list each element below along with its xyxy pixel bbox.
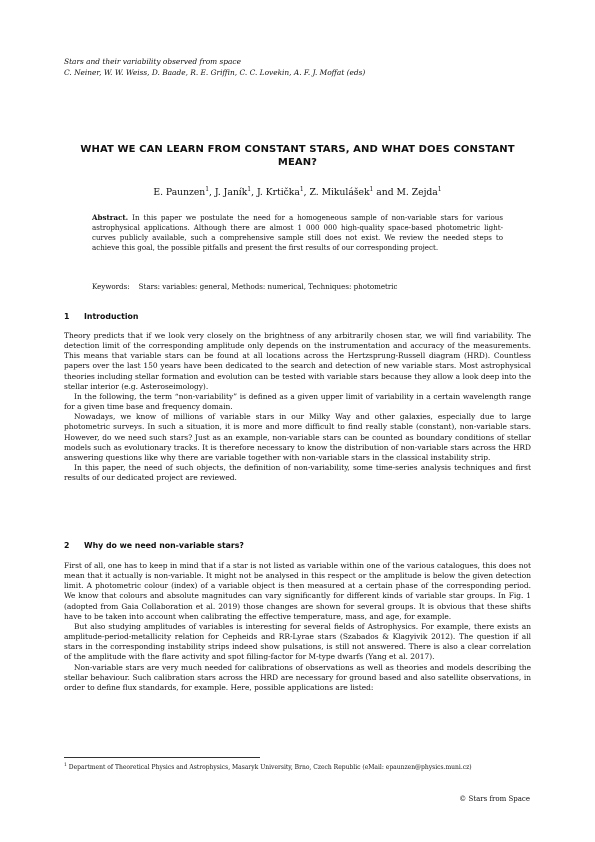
paragraph: In this paper, the need of such objects, the definition of non-variability, some time-series analysis techniques and first results of our dedicated project are reviewed.: [64, 463, 531, 483]
affiliation-mark: 1: [205, 186, 210, 193]
paragraph: Theory predicts that if we look very closely on the brightness of any arbitrarily chosen star, we will find variability. The detection limit of the corresponding amplitude only depends on the instrumentation and accuracy of the measurements. This means that variable stars can be found at all locations across the Hertzsprung-Russell diagram (HRD). Countless papers over the last 150 years have been dedicated to the search and detection of new variable stars. Most astrophysical theories including stellar formation and evolution can be tested with variable stars because they allow a look deep into the stellar interior (e.g. Asteroseimology).: [64, 331, 531, 391]
author-separator: ,: [209, 187, 215, 199]
author: [397, 187, 442, 198]
affiliation-mark: 1: [369, 186, 374, 193]
abstract-label: Abstract.: [92, 213, 129, 222]
footnote-rule: [64, 757, 260, 758]
footnote-mark: 1: [64, 763, 67, 768]
running-header: [64, 57, 534, 78]
abstract: [92, 213, 503, 253]
abstract-text: In this paper we postulate the need for a homogeneous sample of non-variable stars for various astrophysical applications. Although there are almost 1 000 000 high-quality space-based photometric light-curves publicly available, such a comprehensive sample still does not exist. We review the needed steps to achieve this goal, the possible pitfalls and present the first results of our corresponding project.: [92, 213, 503, 253]
section-heading-2: [64, 541, 531, 550]
affiliation-mark: 1: [299, 186, 304, 193]
author: [215, 187, 251, 198]
copyright-notice: © Stars from Space: [459, 795, 530, 803]
author-name: J. Krtička: [256, 187, 300, 199]
series-title: Stars and their variability observed from space: [64, 57, 241, 66]
paper-title: WHAT WE CAN LEARN FROM CONSTANT STARS, AND WHAT DOES CONSTANT MEAN?: [80, 144, 515, 168]
author-separator: ,: [303, 187, 310, 199]
editors-line: C. Neiner, W. W. Weiss, D. Baade, R. E. Griffin, C. C. Lovekin, A. F. J. Moffat (eds): [64, 67, 366, 77]
author: [257, 187, 304, 198]
section-title: Why do we need non-variable stars?: [84, 541, 244, 550]
affiliation-mark: 1: [247, 186, 252, 193]
author: [310, 187, 374, 198]
author-name: E. Paunzen: [153, 187, 206, 199]
paragraph: First of all, one has to keep in mind that if a star is not listed as variable within one of the various catalogues, this does not mean that it actually is non-variable. It might not be analysed in this respect or the amplitude is below the given detection limit. A photometric colour (index) of a variable object is then measured at a certain phase of the corresponding period. We know that colours and absolute magnitudes can vary significantly for different kinds of variable star groups. In Fig. 1 (adopted from Gaia Collaboration et al. 2019) those changes are shown for several groups. It is obvious that these shifts have to be taken into account when calibrating the effective temperature, mass, and age, for example.: [64, 561, 531, 621]
section-body-1: [64, 331, 531, 483]
paragraph: Nowadays, we know of millions of variable stars in our Milky Way and other galaxies, especially due to large photometric surveys. In such a situation, it is more and more difficult to find really stable (constant), non-variable stars. However, do we need such stars? Just as an example, non-variable stars can be counted as boundary conditions of stellar models such as evolutionary tracks. It is therefore necessary to know the distribution of non-variable stars across the HRD answering questions like why there are variable together with non-variable stars in the classical instability strip.: [64, 412, 531, 462]
footnote-text: Department of Theoretical Physics and Astrophysics, Masaryk University, Brno, Czech Republic (eMail: epaunzen@physics.muni.cz): [68, 764, 472, 771]
section-number: 1: [64, 312, 70, 321]
affiliation-mark: 1: [437, 186, 442, 193]
author-separator: and: [373, 187, 397, 199]
author-list: [64, 186, 531, 198]
author: [153, 187, 209, 198]
section-heading-1: [64, 312, 531, 321]
section-title: Introduction: [84, 312, 139, 321]
author-name: J. Janík: [214, 187, 248, 199]
section-body-2: [64, 561, 531, 693]
section-number: 2: [64, 541, 70, 550]
paragraph: In the following, the term “non-variability” is defined as a given upper limit of variability in a certain wavelength range for a given time base and frequency domain.: [64, 391, 531, 412]
keywords: Keywords: Stars: variables: general, Methods: numerical, Techniques: photometric: [92, 282, 398, 291]
author-name: Z. Mikulášek: [309, 187, 370, 199]
author-name: M. Zejda: [396, 187, 438, 199]
footnote: [64, 762, 531, 772]
paragraph: But also studying amplitudes of variables is interesting for several fields of Astrophysics. For example, there exists an amplitude-period-metallicity relation for Cepheids and RR-Lyrae stars (Szabados & Klagyivik 2012). The question if all stars in the corresponding instability strips indeed show pulsations, is still not answered. There is also a clear correlation of the amplitude with the flare activity and spot filling-factor for M-type dwarfs (Yang et al. 2017).: [64, 621, 531, 662]
paragraph: Non-variable stars are very much needed for calibrations of observations as well as theories and models describing the stellar behaviour. Such calibration stars across the HRD are necessary for ground based and also satellite observations, in order to define flux standards, for example. Here, possible applications are listed:: [64, 662, 531, 692]
author-separator: ,: [251, 187, 257, 199]
